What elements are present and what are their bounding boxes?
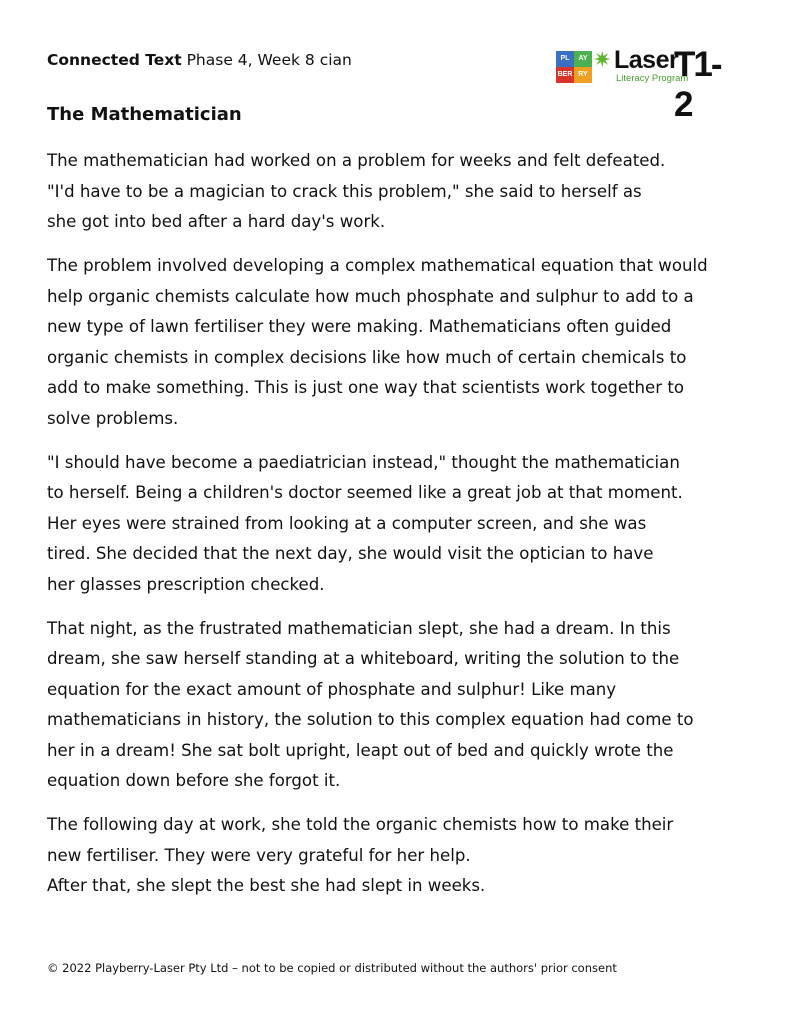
text-line: "I'd have to be a magician to crack this problem," she said to herself as	[47, 181, 642, 201]
text-line: "I should have become a paediatrician instead," thought the mathematician	[47, 452, 680, 472]
text-line: The following day at work, she told the organic chemists how to make their	[47, 815, 674, 834]
logo-brand: Laser	[614, 46, 679, 74]
document-header	[47, 51, 352, 69]
text-line: The problem involved developing a complex mathematical equation that would	[47, 256, 708, 275]
story-title: The Mathematician	[47, 104, 242, 125]
text-line: add to make something. This is just one way that scientists work together to	[47, 378, 685, 397]
text-line: organic chemists in complex decisions like how much of certain chemicals to	[47, 347, 687, 367]
puzzle-icon	[556, 51, 592, 83]
text-line: That night, as the frustrated mathematician slept, she had a dream. In this	[47, 618, 671, 638]
text-line: equation for the exact amount of phosphate and sulphur! Like many	[47, 679, 617, 699]
text-line: her in a dream! She sat bolt upright, leapt out of bed and quickly wrote the	[47, 740, 674, 760]
header-label-bold: Connected Text	[47, 51, 182, 69]
text-line: her glasses prescription checked.	[47, 574, 325, 594]
text-line: new type of lawn fertiliser they were making. Mathematicians often guided	[47, 317, 672, 336]
text-line: After that, she slept the best she had slept in weeks.	[47, 876, 486, 895]
text-line: mathematicians in history, the solution to this complex equation had come to	[47, 710, 694, 729]
text-line: Her eyes were strained from looking at a computer screen, and she was	[47, 513, 647, 533]
logo-tagline: Literacy Program	[616, 73, 689, 84]
text-line: dream, she saw herself standing at a whiteboard, writing the solution to the	[47, 649, 680, 668]
logo-level: T1-2	[674, 45, 721, 124]
text-line: tired. She decided that the next day, she would visit the optician to have	[47, 544, 654, 563]
text-line: The mathematician had worked on a problem for weeks and felt defeated.	[47, 151, 666, 170]
text-line: she got into bed after a hard day's work.	[47, 212, 386, 231]
story-paragraph	[47, 146, 708, 238]
header-label-rest: Phase 4, Week 8 cian	[181, 51, 352, 69]
copyright-footer: © 2022 Playberry-Laser Pty Ltd – not to be copied or distributed without the authors' prior consent	[47, 961, 617, 975]
text-line: help organic chemists calculate how much phosphate and sulphur to add to a	[47, 286, 694, 306]
playberry-laser-logo	[556, 45, 736, 124]
puzzle-piece: AY	[574, 51, 592, 67]
puzzle-piece: PL	[556, 51, 574, 67]
puzzle-piece: BER	[556, 67, 574, 83]
text-line: solve problems.	[47, 408, 179, 428]
text-line: equation down before she forgot it.	[47, 771, 341, 790]
story-paragraph	[47, 614, 708, 797]
story-paragraph	[47, 810, 708, 902]
laser-star-icon: ✷	[593, 48, 612, 73]
story-paragraph	[47, 448, 708, 601]
story-paragraph	[47, 251, 708, 434]
puzzle-piece: RY	[574, 67, 592, 83]
text-line: to herself. Being a children's doctor seemed like a great job at that moment.	[47, 483, 683, 502]
story-body	[47, 146, 708, 915]
text-line: new fertiliser. They were very grateful for her help.	[47, 845, 471, 865]
